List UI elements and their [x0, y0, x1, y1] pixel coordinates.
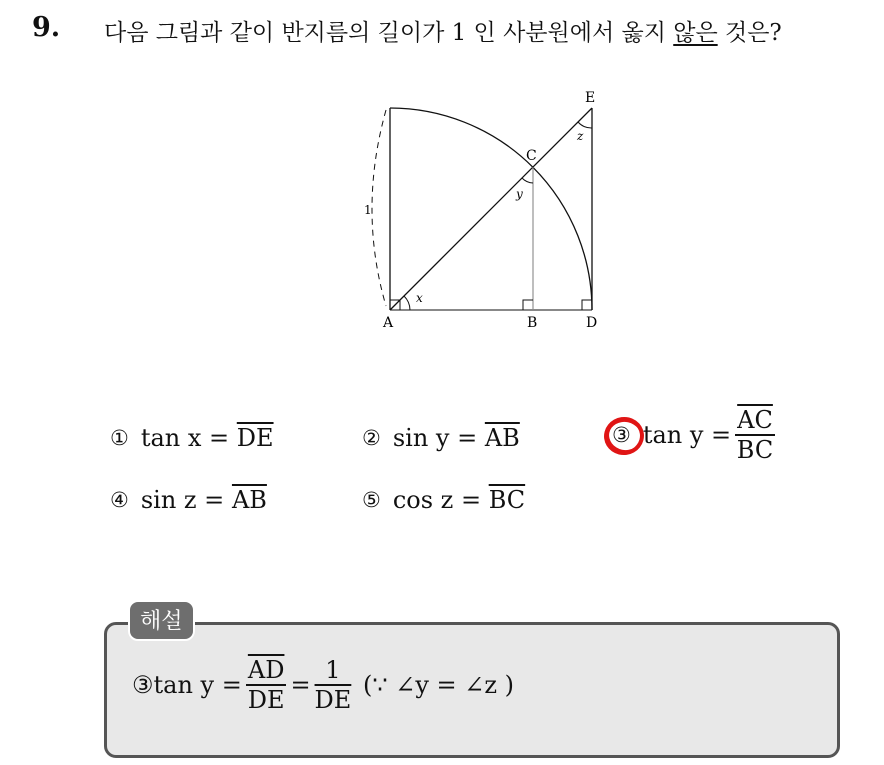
option-5-rhs: $\overline{BC}$: [488, 486, 526, 514]
radius-dashed-arc: [372, 110, 386, 306]
option-3-number: [612, 423, 631, 447]
segment-A-E: [390, 108, 592, 310]
option-2-number: ②: [362, 426, 381, 450]
option-3[interactable]: [612, 406, 779, 464]
solution-prefix: ③tan y =: [132, 671, 242, 699]
option-2[interactable]: [362, 424, 520, 452]
solution-frac2-bottom: DE: [314, 686, 352, 714]
option-4-number: ④: [110, 488, 129, 512]
option-3-denominator: BC: [736, 436, 774, 464]
solution-tag: 해설: [128, 600, 195, 641]
question-text: [104, 14, 782, 47]
solution-fraction-2: [315, 656, 352, 714]
solution-frac1-top: $\overline{AD}$: [247, 656, 285, 684]
angle-x-arc: [404, 296, 410, 310]
option-3-number-text: ③: [612, 423, 631, 447]
option-3-lhs: tan y =: [642, 421, 732, 449]
option-4-lhs: sin z =: [140, 486, 225, 514]
option-1[interactable]: [110, 424, 274, 452]
option-5-number: ⑤: [362, 488, 381, 512]
option-3-fraction: [735, 406, 775, 464]
solution-fraction-1: [246, 656, 287, 714]
question-number: 9.: [32, 12, 61, 43]
option-3-numerator: $\overline{AC}$: [737, 406, 773, 434]
option-5[interactable]: [362, 486, 525, 514]
solution-reason: (∵ ∠y = ∠z ): [362, 671, 514, 699]
label-x: x: [416, 291, 423, 305]
question-text-after: 것은?: [717, 20, 782, 46]
label-z: z: [577, 129, 584, 143]
label-y: y: [516, 187, 523, 201]
option-4[interactable]: [110, 486, 267, 514]
option-2-lhs: sin y =: [392, 424, 478, 452]
right-angle-B: [523, 300, 533, 310]
right-angle-D: [582, 300, 592, 310]
angle-z-arc: [578, 122, 592, 128]
label-A: A: [383, 315, 394, 331]
question-text-before: 다음 그림과 같이 반지름의 길이가 1 인 사분원에서 옳지: [104, 20, 674, 46]
option-1-number: ①: [110, 426, 129, 450]
option-2-rhs: $\overline{AB}$: [484, 424, 520, 452]
solution-text: [132, 656, 514, 714]
quarter-circle-figure: [340, 80, 620, 340]
angle-y-arc: [522, 178, 533, 183]
option-4-rhs: $\overline{AB}$: [231, 486, 267, 514]
label-B: B: [527, 315, 538, 331]
label-radius: 1: [364, 203, 372, 217]
solution-equals: =: [290, 671, 311, 699]
option-1-lhs: tan x =: [140, 424, 230, 452]
solution-frac2-top: 1: [325, 656, 341, 684]
label-C: C: [526, 148, 537, 164]
solution-frac1-bottom: DE: [247, 686, 285, 714]
label-E: E: [585, 90, 596, 106]
option-5-lhs: cos z =: [392, 486, 482, 514]
option-1-rhs: $\overline{DE}$: [236, 424, 274, 452]
label-D: D: [586, 315, 598, 331]
question-text-underlined: 않은: [673, 20, 718, 46]
